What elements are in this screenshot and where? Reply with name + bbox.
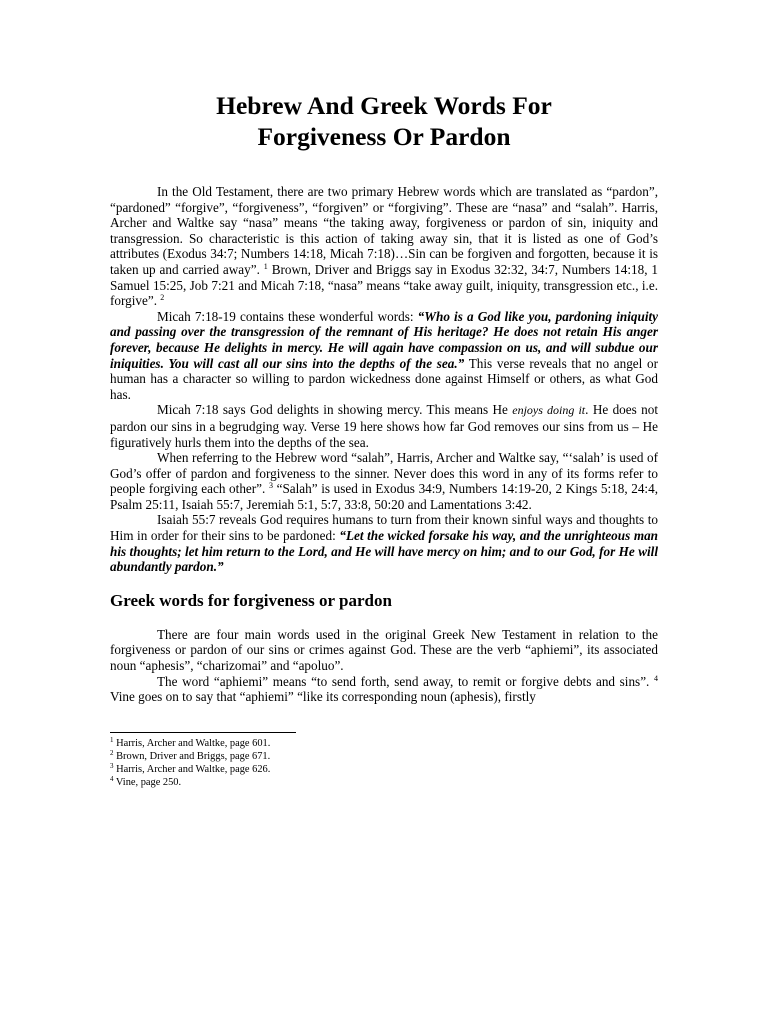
footnotes [110,737,658,789]
paragraph-micah-quote: Micah 7:18-19 contains these wonderful words: “Who is a God like you, pardoning iniquity and passing over the transgression of the remnant of His heritage? He does not retain His anger forever, because He delights in mercy. He will again have compassion on us, and will subdue our iniquities. You will cast all our sins into the depths of the sea.” This verse reveals that no angel or human has a character so willing to pardon wickedness done against Himself or others, as what God has. [110,308,659,402]
footnote: $^3$ Harris, Archer and Waltke, page 626. [110,762,271,775]
paragraph-micah-mercy: Micah 7:18 says God delights in showing mercy. This means He enjoys doing it. He does not pardon our sins in a begrudging way. Verse 19 here shows how far God removes our sins from us – He figuratively hurls them into the depths of the sea. [110,402,659,450]
emphasis-text: enjoys doing it [512,403,586,418]
footnote-ref: 2 [160,293,165,303]
footnote-ref: 3 [268,481,273,491]
footnote: $^1$ Harris, Archer and Waltke, page 601. [110,736,271,749]
scripture-quote: “Let the wicked forsake his way, and the unrighteous man his thoughts; let him return to the Lord, and He will have mercy on him; and to our God, for He will abundantly pardon.” [110,528,659,575]
scripture-quote: “Who is a God like you, pardoning iniquity and passing over the transgression of the remnant of His heritage? He does not retain His anger forever, because He delights in mercy. He will again have compassion on us, and will subdue our iniquities. You will cast all our sins into the depths of the sea.” [110,308,659,371]
page-title [110,90,658,152]
paragraph-hebrew-intro: In the Old Testament, there are two primary Hebrew words which are translated as “pardon”, “pardoned” “forgive”, “forgiveness”, “forgiven” or “forgiving”. These are “nasa” and “salah”. Harris, Archer and Waltke say “nasa” means “the taking away, forgiveness or pardon of sin, iniquity and transgression. So characteristic is this action of taking away sin, that it is listed as one of God’s attributes (Exodus 34:7; Numbers 14:18, Micah 7:18)…Sin can be forgiven and forgotten, because it is taken up and carried away”. $^1$ Brown, Driver and Briggs say in Exodus 32:32, 34:7, Numbers 14:18, 1 Samuel 15:25, Job 7:21 and Micah 7:18, “nasa” means “take away guilt, iniquity, transgression etc., i.e. forgive”. $^2$ [110,184,659,309]
body-text [110,184,658,705]
paragraph-greek-intro: There are four main words used in the original Greek New Testament in relation to the forgiveness or pardon of our sins or crimes against God. These are the verb “aphiemi”, its associated noun “aphesis”, “charizomai” and “apoluo”. [110,626,658,674]
footnote-ref: 4 [654,673,658,683]
title-line-2: Forgiveness Or Pardon [257,122,511,151]
section-heading: Greek words for forgiveness or pardon [110,590,392,610]
footnote-divider [110,732,296,733]
footnote-ref: 1 [263,261,268,271]
footnote: $^4$ Vine, page 250. [110,775,182,788]
title-line-1: Hebrew And Greek Words For [216,91,552,120]
paragraph-isaiah: Isaiah 55:7 reveals God requires humans to turn from their known sinful ways and thoughts to Him in order for their sins to be pardoned: “Let the wicked forsake his way, and the unrighteous man his thoughts; let him return to the Lord, and He will have mercy on him; and to our God, for He will abundantly pardon.” [110,512,659,575]
paragraph-aphiemi: The word “aphiemi” means “to send forth, send away, to remit or forgive debts and sins”. $^4$ Vine goes on to say that “aphiemi” “like its corresponding noun (aphesis), firstly [110,673,658,705]
footnote: $^2$ Brown, Driver and Briggs, page 671. [110,749,271,762]
paragraph-salah: When referring to the Hebrew word “salah”, Harris, Archer and Waltke say, “‘salah’ is used of God’s offer of pardon and forgiveness to the sinner. Never does this word in any of its forms refer to people forgiving each other”. $^3$ “Salah” is used in Exodus 34:9, Numbers 14:19-20, 2 Kings 5:18, 24:4, Psalm 25:11, Isaiah 55:7, Jeremiah 5:1, 5:7, 33:8, 50:20 and Lamentations 3:42. [110,450,658,512]
